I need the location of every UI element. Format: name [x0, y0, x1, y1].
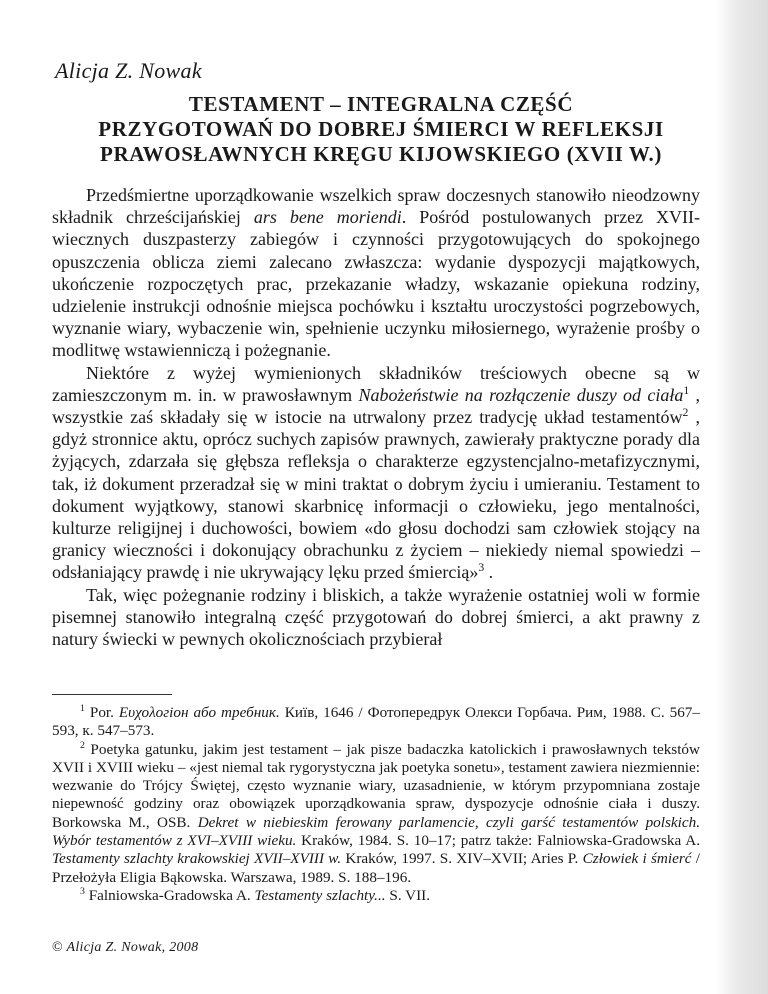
paragraph-1	[52, 184, 700, 362]
scan-page-edge-shadow	[716, 0, 768, 994]
text-run: . Pośród postulowanych przez XVII-wiecznych duszpasterzy zabiegów i czynności przygotowujących do spokojnego opuszczenia oblicza ziemi zalecano zwłaszcza: wydanie dyspozycji majątkowych, ukończenie rozpoczętych prac, przekazanie władzy, wskazanie opiekuna rodziny, udzielenie instrukcji odnośnie miejsca pochówku i kształtu uroczystości pogrzebowych, wyznanie wiary, wybaczenie win, spełnienie uczynku miłosiernego, wyrażenie prośby o modlitwę wstawienniczą i pożegnanie.	[52, 207, 700, 361]
footnote-ref-3[interactable]: 3	[478, 561, 485, 575]
article-body	[52, 184, 700, 650]
title-line-1: TESTAMENT – INTEGRALNA CZĘŚĆ	[188, 92, 574, 116]
italic-title: Ευχολогіон або требник.	[118, 704, 280, 721]
title-line-3: PRAWOSŁAWNYCH KRĘGU KIJOWSKIEGO (XVII W.)	[100, 142, 662, 166]
article-title	[52, 92, 710, 167]
author-name: Alicja Z. Nowak	[55, 58, 202, 83]
text-run: S. VII.	[385, 886, 431, 904]
title-line-2: PRZYGOTOWAŃ DO DOBREJ ŚMIERCI W REFLEKSJI	[98, 117, 664, 141]
text-run: Por.	[84, 704, 119, 721]
italic-title: Testamenty szlachty krakowskiej XVII–XVIII w.	[52, 850, 342, 868]
footnote-separator	[52, 694, 172, 695]
text-run: Niektóre z wyżej wymienionych składników treściowych obecne są w zamieszczonym m. in. w prawosławnym	[52, 362, 700, 405]
text-run: Poetyka gatunku, jakim jest testament – jak pisze badaczka katolickich i prawosławnych tekstów XVII i XVIII wieku – «jest niemal tak rygorystyczna jak poetyka sonetu», testament zawiera niezmiennie: wezwanie do Trójcy Świętej, często wyznanie wiary, uzasadnienie, w którym przypomniana zostaje niepewność godziny oraz obowiązek uporządkowania spraw, dyspozycje odnośnie ciała i duszy. Borkowska M., OSB.	[52, 740, 700, 831]
footnote-ref-2[interactable]: 2	[682, 406, 689, 420]
text-run: Kraków, 1997. S. XIV–XVII; Aries P.	[341, 850, 583, 868]
italic-title: Nabożeństwie na rozłączenie duszy od ciała	[358, 384, 684, 405]
text-run: Przedśmiertne uporządkowanie wszelkich spraw doczesnych stanowiło nieodzowny składnik chrześcijańskiej	[52, 185, 700, 228]
text-run: Київ, 1646 / Фотопередрук Олекси Горбача. Рим, 1988. С. 567–593, к. 547–573.	[52, 704, 700, 740]
text-run: .	[484, 562, 494, 583]
italic-title: Dekret w niebieskim ferowany parlamencie, czyli garść testamentów polskich. Wybór testamentów z XVI–XVIII wieku.	[52, 813, 700, 850]
footnote-3	[52, 887, 700, 905]
footnote-number: 3	[80, 885, 85, 897]
footnote-1	[52, 704, 700, 741]
text-run: , gdyż stronnice aktu, oprócz suchych zapisów prawnych, zawierały praktyczne porady dla żyjących, zdarzała się głębsza refleksja o charakterze egzystencjalno-metafizycznymi, tak, iż dokument przeradzał się w mini traktat o dobrym życiu i umieraniu. Testament to dokument wyjątkowy, stanowi skarbnicę informacji o człowieku, jego mentalności, kulturze religijnej i duchowości, bowiem «do głosu dochodzi sam człowiek stojący na granicy wieczności i dokonujący obrachunku z życiem – niekiedy niemal spowiedzi – odsłaniający prawdę i nie ukrywający lęku przed śmiercią»	[52, 407, 700, 583]
text-run: / Przełożyła Eligia Bąkowska. Warszawa, 1989. S. 188–196.	[52, 850, 700, 886]
text-run: , wszystkie zaś składały się w istocie na utrwalony przez tradycję układ testamentów	[52, 384, 701, 428]
footnote-2	[52, 741, 700, 887]
italic-title: Człowiek i śmierć	[582, 850, 692, 868]
copyright-text: Alicja Z. Nowak, 2008	[62, 940, 199, 955]
paragraph-2	[52, 362, 700, 584]
italic-term: ars bene moriendi	[253, 207, 402, 228]
italic-title: Testamenty szlachty...	[254, 886, 386, 904]
text-run: Kraków, 1984. S. 10–17; patrz także: Falniowska-Gradowska A.	[296, 832, 701, 850]
footnotes	[52, 704, 700, 905]
paragraph-3: Tak, więc pożegnanie rodziny i bliskich, a także wyrażenie ostatniej woli w formie pisemnej stanowiło integralną część przygotowań do dobrej śmierci, a akt prawny z natury świecki w pewnych okolicznościach przybierał	[52, 584, 700, 650]
footnote-number: 1	[80, 702, 85, 714]
footnote-number: 2	[80, 739, 85, 751]
copyright-line	[52, 940, 198, 956]
copyright-symbol: ©	[52, 940, 63, 955]
footnote-ref-1[interactable]: 1	[683, 383, 690, 397]
text-run: Falniowska-Gradowska A.	[84, 886, 255, 904]
